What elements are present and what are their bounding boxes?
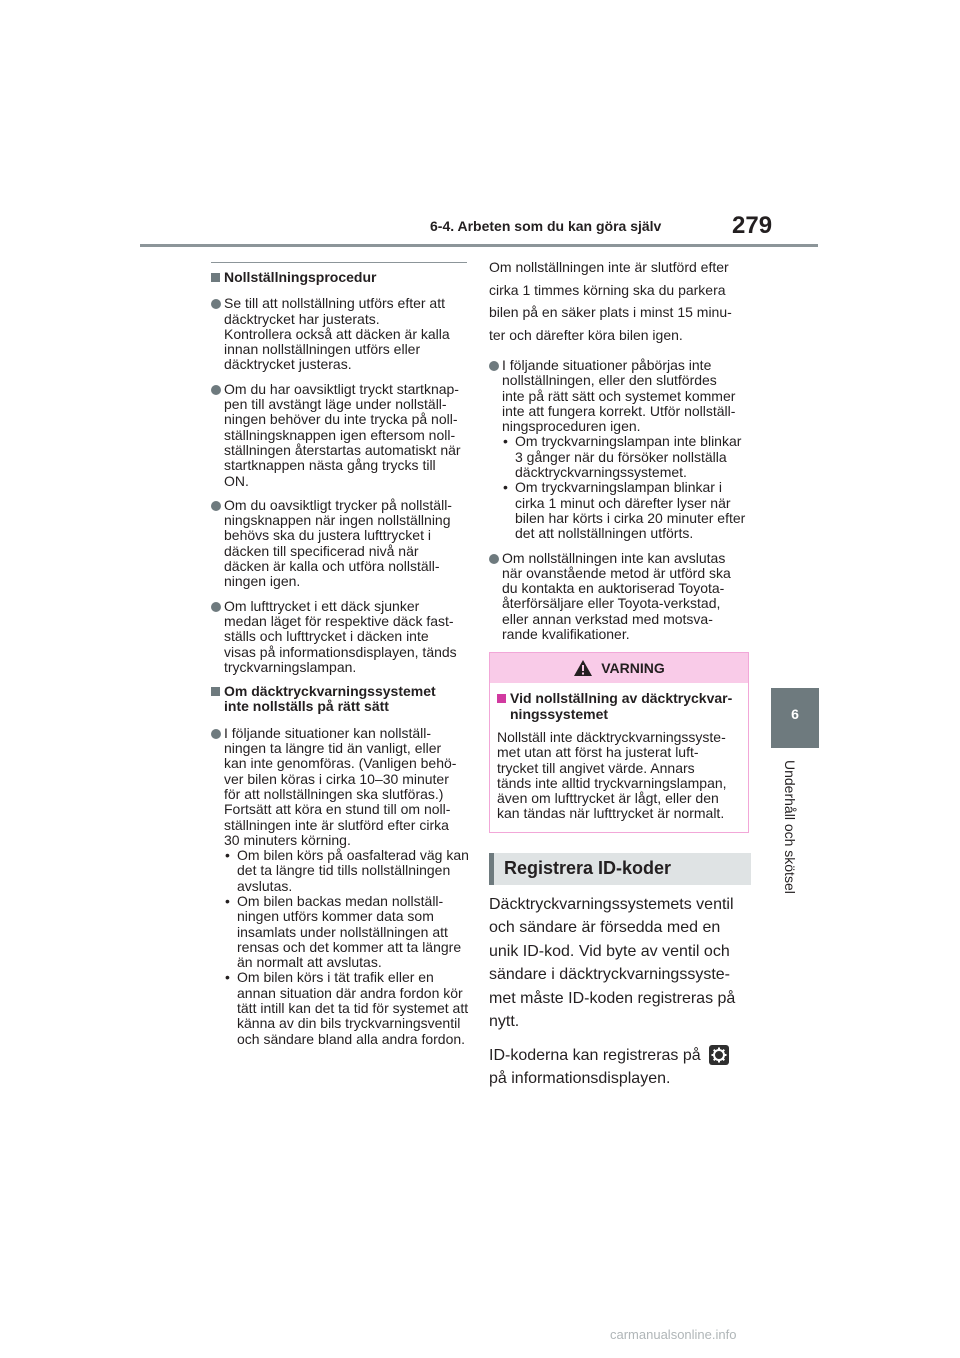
text-line: däcken till specificerad nivå när	[224, 542, 419, 559]
circle-bullet-icon	[211, 501, 221, 511]
text-line: ningen utförs kommer data som	[237, 908, 434, 925]
text-line: innan nollställningen utförs eller	[224, 341, 421, 358]
text-line: 3 gånger när du försöker nollställa	[515, 448, 727, 465]
text-line: cirka 1 timmes körning ska du parkera	[489, 281, 726, 298]
text-line: trycket till angivet värde. Annars	[497, 759, 695, 776]
text-line: inte att fungera korrekt. Utför nollställ-	[502, 402, 736, 419]
text-line: du kontakta en auktoriserad Toyota-	[502, 580, 725, 597]
text-line: kan tändas när lufttrycket är normalt.	[497, 805, 725, 822]
text-line: återförsäljare eller Toyota-verkstad,	[502, 595, 721, 612]
list-item	[211, 498, 469, 590]
paragraph	[489, 256, 753, 346]
text-line: annan situation där andra fordon kör	[237, 984, 463, 1001]
chapter-label: Underhåll och skötsel	[782, 760, 798, 894]
text-line: sändare i däcktryckvarningssyste-	[489, 966, 730, 984]
text-line: Om nollställningen inte är slutförd efter	[489, 259, 729, 275]
dash-item: • Om bilen körs i tät trafik eller en annan situation där andra fordon kör tätt intill kan det ta tid för systemet att känna av din bils tryckvarningsventil och sändare bland alla andra fordon.	[225, 969, 469, 1047]
list-item	[489, 358, 753, 542]
text-line: däcktryckvarningssystemet.	[515, 464, 687, 481]
list-item	[211, 726, 469, 1047]
text-line: Om nollställningen inte kan avslutas	[502, 549, 726, 566]
text-line: nytt.	[489, 1013, 520, 1031]
text-line: Om du oavsiktligt trycker på nollställ-	[224, 496, 452, 513]
text-line: bilen har körts i cirka 20 minuter efter	[515, 509, 746, 526]
warning-body	[490, 683, 748, 831]
text-line: för att nollställningen ska slutföras.)	[224, 785, 444, 802]
text-line: inte nollställs på rätt sätt	[224, 698, 389, 715]
square-icon	[497, 694, 506, 703]
text-line: ningsknappen när ingen nollställning	[224, 512, 451, 529]
text-line: medan läget för respektive däck fast-	[224, 612, 454, 629]
text-line: Nollställ inte däcktryckvarningssyste-	[497, 728, 726, 745]
text-line: I följande situationer kan nollställ-	[224, 724, 432, 741]
text-line: ställningsknappen igen eftersom noll-	[224, 426, 456, 443]
right-column	[489, 256, 753, 1101]
gear-icon	[709, 1045, 729, 1065]
text-line: ningssystemet	[510, 705, 609, 722]
text-line: Fortsätt att köra en stund till om noll-	[224, 801, 451, 818]
list-item	[211, 382, 469, 489]
paragraph	[489, 893, 753, 1034]
text-line: Om tryckvarningslampan blinkar i	[515, 479, 722, 496]
text-line: däcktrycket har justerats.	[224, 310, 380, 327]
text-line: det ta längre tid tills nollställningen	[237, 862, 451, 879]
text-line: även om lufttrycket är lågt, eller den	[497, 790, 719, 807]
page-number: 279	[732, 212, 773, 239]
text-line: Om bilen körs på oasfalterad väg kan	[237, 847, 469, 864]
circle-bullet-icon	[489, 554, 499, 564]
text-line: rensas och det kommer att ta längre	[237, 938, 462, 955]
dash-item: • Om tryckvarningslampan blinkar i cirka 1 minut och därefter lyser när bilen har körts i cirka 20 minuter efter det att nollställningen utförts.	[502, 480, 753, 541]
text-line: ställs och lufttrycket i däcken inte	[224, 628, 429, 645]
text-line: ställningen inte är slutförd efter cirka	[224, 816, 449, 833]
text-line: ningen ta längre tid än vanligt, eller	[224, 740, 442, 757]
text-line: Vid nollställning av däcktryckvar-	[510, 690, 733, 707]
dash-item: • Om bilen backas medan nollställ- ningen utförs kommer data som insamlats under nollställningen att rensas och det kommer att ta längre än normalt att avslutas.	[224, 894, 469, 970]
circle-bullet-icon	[489, 361, 499, 371]
text-line: och sändare bland alla andra fordon.	[237, 1030, 466, 1047]
section-title: 6-4. Arbeten som du kan göra själv	[430, 218, 662, 234]
text-line: Om däcktryckvarningssystemet	[224, 683, 436, 700]
text-line: Om lufttrycket i ett däck sjunker	[224, 597, 420, 614]
text-line: när ovanstående metod är utförd ska	[502, 564, 731, 581]
footer-watermark: carmanualsonline.info	[610, 1327, 737, 1342]
dash-item: • Om bilen körs på oasfalterad väg kan det ta längre tid tills nollställningen avslutas.	[225, 847, 469, 894]
text-line: Om du har oavsiktligt tryckt startknap-	[224, 380, 459, 397]
circle-bullet-icon	[211, 385, 221, 395]
text-line: kan inte genomföras. (Vanligen behö-	[224, 755, 457, 772]
text-line: tänds inte alltid tryckvarningslampan,	[497, 774, 727, 791]
dash-item: • Om tryckvarningslampan inte blinkar 3 gånger när du försöker nollställa däcktryckvarningssystemet.	[502, 434, 753, 480]
text-line: met måste ID-koden registreras på	[489, 989, 736, 1007]
subsection-rule	[211, 262, 467, 263]
subheading-not-reset	[211, 684, 469, 715]
text-line: behövs ska du justera lufttrycket i	[224, 527, 431, 544]
text-line: Om tryckvarningslampan inte blinkar	[515, 433, 742, 450]
text-line: inte på rätt sätt och systemet kommer	[502, 387, 736, 404]
list-item	[489, 551, 753, 643]
text-line: ver bilen köras i cirka 10–30 minuter	[224, 770, 449, 787]
text-line: känna av din bils tryckvarningsventil	[237, 1015, 461, 1032]
square-icon	[211, 273, 220, 282]
list-item	[211, 599, 469, 675]
text-line: I följande situationer påbörjas inte	[502, 357, 712, 373]
list-item	[211, 296, 469, 372]
subheading-reset-procedure: Nollställningsprocedur	[211, 270, 469, 285]
text-line: ningen igen.	[224, 573, 301, 590]
circle-bullet-icon	[211, 602, 221, 612]
warning-triangle-icon	[573, 659, 593, 677]
text-line: ter och därefter köra bilen igen.	[489, 326, 683, 343]
warning-subheading	[497, 691, 741, 722]
text-line: det att nollställningen utförts.	[515, 525, 694, 542]
text-line: Se till att nollställning utförs efter att	[224, 295, 445, 312]
text-line: startknappen nästa gång trycks till	[224, 457, 436, 474]
text-line: tryckvarningslampan.	[224, 658, 357, 675]
warning-header	[490, 653, 748, 683]
chapter-number: 6	[791, 706, 799, 722]
text-line: avslutas.	[237, 877, 293, 894]
text-line: rande kvalifikationer.	[502, 626, 630, 643]
text-line: met utan att först ha justerat luft-	[497, 744, 699, 761]
header-rule	[140, 244, 818, 247]
circle-bullet-icon	[211, 299, 221, 309]
text-line: bilen på en säker plats i minst 15 minu-	[489, 304, 732, 320]
text-line: än normalt att avslutas.	[237, 954, 382, 971]
text-line: unik ID-kod. Vid byte av ventil och	[489, 942, 730, 960]
warning-box	[489, 652, 749, 832]
text-line: däcktrycket justeras.	[224, 356, 352, 373]
text-line: Om bilen backas medan nollställ-	[237, 892, 444, 909]
circle-bullet-icon	[211, 729, 221, 739]
text-line: pen till avstängt läge under nollställ-	[224, 396, 447, 413]
text-line: och sändare är försedda med en	[489, 919, 721, 937]
text-line: ningsproceduren igen.	[502, 418, 641, 435]
warning-text	[497, 730, 741, 822]
text-line: Om bilen körs i tät trafik eller en	[237, 969, 434, 986]
text-line: tätt intill kan det ta tid för systemet att	[237, 1000, 469, 1017]
text-line: insamlats under nollställningen att	[237, 923, 448, 940]
warning-title: VARNING	[601, 659, 665, 676]
text-line: ningen behöver du inte trycka på noll-	[224, 411, 458, 428]
text-line: ON.	[224, 472, 249, 489]
text-line: Kontrollera också att däcken är kalla	[224, 325, 450, 342]
left-column	[211, 262, 469, 1056]
square-icon	[211, 687, 220, 696]
text-line: cirka 1 minut och därefter lyser när	[515, 494, 731, 511]
paragraph: ID-koderna kan registreras på på informationsdisplayen.	[489, 1044, 753, 1091]
text-line: nollställningen, eller den slutfördes	[502, 372, 717, 389]
text-line: visas på informationsdisplayen, tänds	[224, 643, 457, 660]
section-heading: Registrera ID-koder	[489, 853, 751, 885]
text-line: ställningen återstartas automatiskt när	[224, 441, 461, 458]
text-line: 30 minuters körning.	[224, 831, 351, 848]
text-line: Däcktryckvarningssystemets ventil	[489, 895, 734, 913]
text-line: eller annan verkstad med motsva-	[502, 610, 713, 627]
text-line: däcken är kalla och utföra nollställ-	[224, 558, 440, 575]
